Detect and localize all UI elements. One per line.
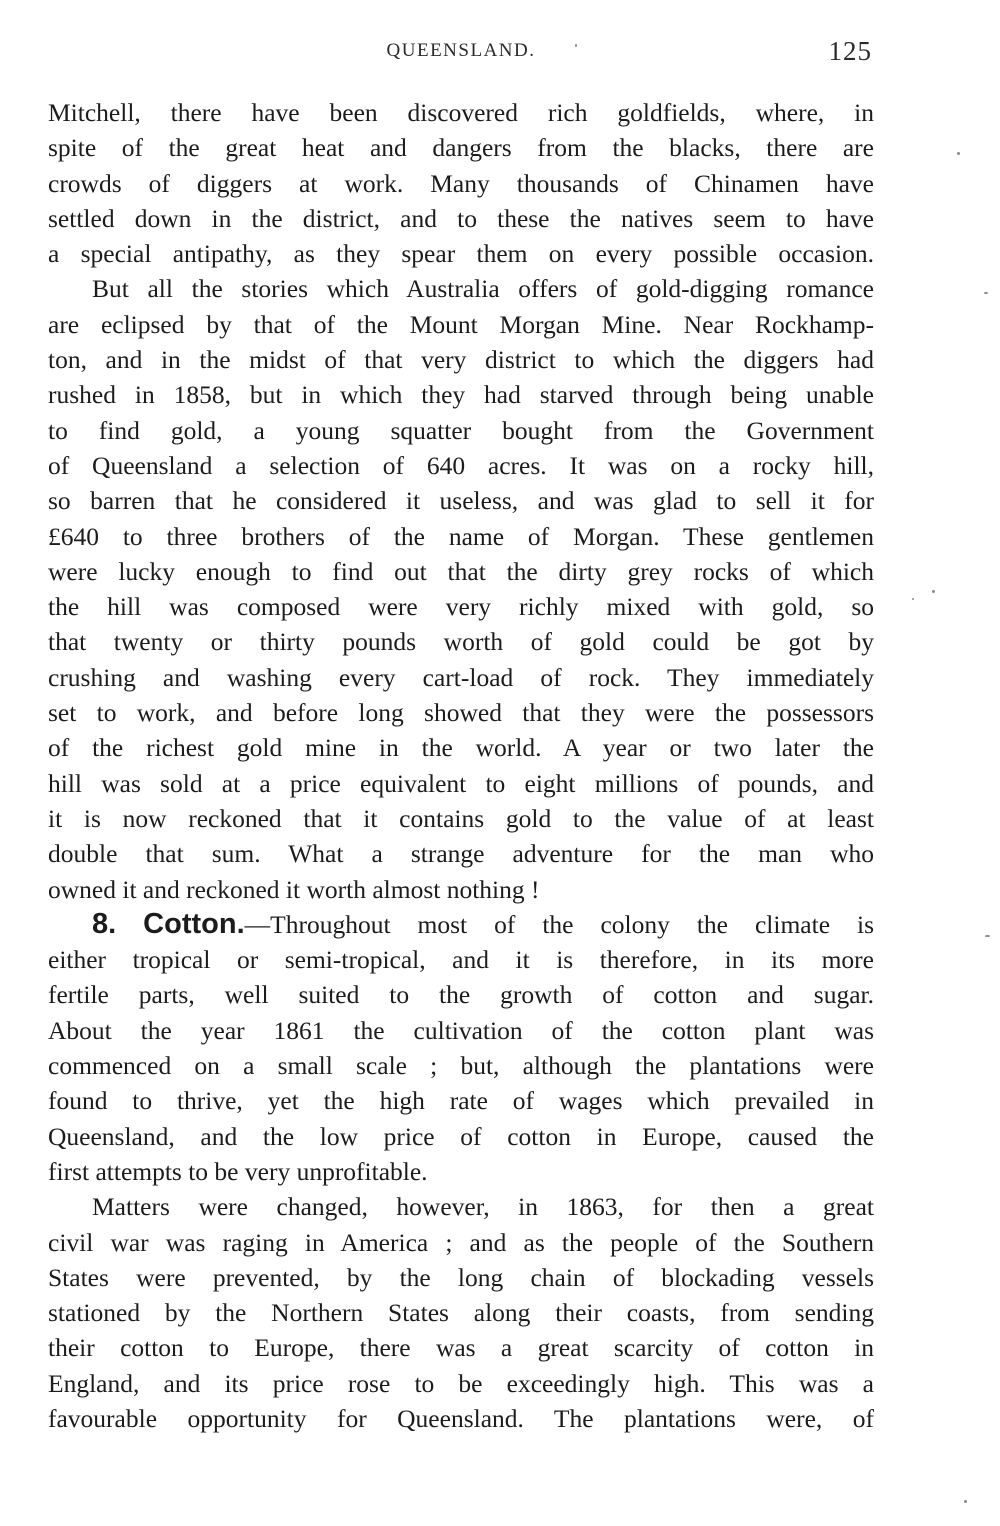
section-number: 8. [92, 907, 117, 940]
text-line: spite of the great heat and dangers from the blacks, there are [48, 133, 874, 163]
text-line: that twenty or thirty pounds worth of gold could be got by [48, 627, 874, 657]
text-line: first attempts to be very unprofitable. [48, 1156, 428, 1186]
text-line: fertile parts, well suited to the growth of cotton and sugar. [48, 980, 874, 1010]
running-title: QUEENSLAND. [386, 40, 536, 61]
paragraph [48, 271, 874, 906]
text-line: crushing and washing every cart-load of rock. They immediately [48, 662, 874, 692]
text-line: to find gold, a young squatter bought from the Government [48, 415, 874, 445]
page-number: 125 [828, 36, 872, 66]
text-span: —Throughout most of the colony the climate is [244, 909, 874, 939]
text-line: were lucky enough to find out that the dirty grey rocks of which [48, 556, 874, 586]
text-line: States were prevented, by the long chain of blockading vessels [48, 1262, 874, 1292]
text-line: the hill was composed were very richly mixed with gold, so [48, 592, 874, 622]
text-line: found to thrive, yet the high rate of wages which prevailed in [48, 1086, 874, 1116]
running-head [48, 36, 874, 70]
text-line: Queensland, and the low price of cotton in Europe, caused the [48, 1121, 874, 1151]
scan-speck [984, 292, 988, 294]
section-paragraph [48, 907, 874, 1189]
scan-speck [964, 1500, 967, 1503]
text-line: settled down in the district, and to these the natives seem to have [48, 203, 874, 233]
text-line: of the richest gold mine in the world. A year or two later the [48, 733, 874, 763]
scan-speck [957, 152, 960, 155]
text-line: rushed in 1858, but in which they had starved through being unable [48, 380, 874, 410]
text-line: crowds of diggers at work. Many thousands of Chinamen have [48, 168, 874, 198]
section-heading-line [48, 907, 874, 942]
text-line: civil war was raging in America ; and as the people of the Southern [48, 1227, 874, 1257]
text-line: are eclipsed by that of the Mount Morgan Mine. Near Rockhamp- [48, 309, 874, 339]
text-line: owned it and reckoned it worth almost nothing ! [48, 874, 540, 904]
text-line: either tropical or semi-tropical, and it is therefore, in its more [48, 945, 874, 975]
text-line: About the year 1861 the cultivation of the cotton plant was [48, 1015, 874, 1045]
text-line: stationed by the Northern States along their coasts, from sending [48, 1298, 874, 1328]
text-line: of Queensland a selection of 640 acres. It was on a rocky hill, [48, 450, 874, 480]
scan-speck [912, 598, 914, 600]
text-line: so barren that he considered it useless, and was glad to sell it for [48, 486, 874, 516]
text-line: set to work, and before long showed that they were the possessors [48, 698, 874, 728]
text-line: England, and its price rose to be exceedingly high. This was a [48, 1368, 874, 1398]
text-line: But all the stories which Australia offers of gold-digging romance [92, 274, 874, 304]
text-line: favourable opportunity for Queensland. The plantations were, of [48, 1403, 874, 1433]
body-text [48, 95, 874, 1436]
text-line: £640 to three brothers of the name of Morgan. These gentlemen [48, 521, 874, 551]
text-line: hill was sold at a price equivalent to eight millions of pounds, and [48, 768, 874, 798]
scan-speck [575, 44, 577, 47]
text-line: a special antipathy, as they spear them on every possible occasion. [48, 239, 874, 269]
text-line: commenced on a small scale ; but, although the plantations were [48, 1051, 874, 1081]
paragraph [48, 95, 874, 271]
text-line: double that sum. What a strange adventure for the man who [48, 839, 874, 869]
section-title: Cotton. [143, 907, 245, 940]
text-line: Matters were changed, however, in 1863, for then a great [92, 1192, 874, 1222]
paragraph [48, 1189, 874, 1436]
text-line: ton, and in the midst of that very district to which the diggers had [48, 345, 874, 375]
text-line: Mitchell, there have been discovered rich goldfields, where, in [48, 98, 874, 127]
scan-speck [985, 935, 990, 937]
scan-speck [932, 590, 935, 593]
text-line: their cotton to Europe, there was a great scarcity of cotton in [48, 1333, 874, 1363]
text-line: it is now reckoned that it contains gold to the value of at least [48, 803, 874, 833]
